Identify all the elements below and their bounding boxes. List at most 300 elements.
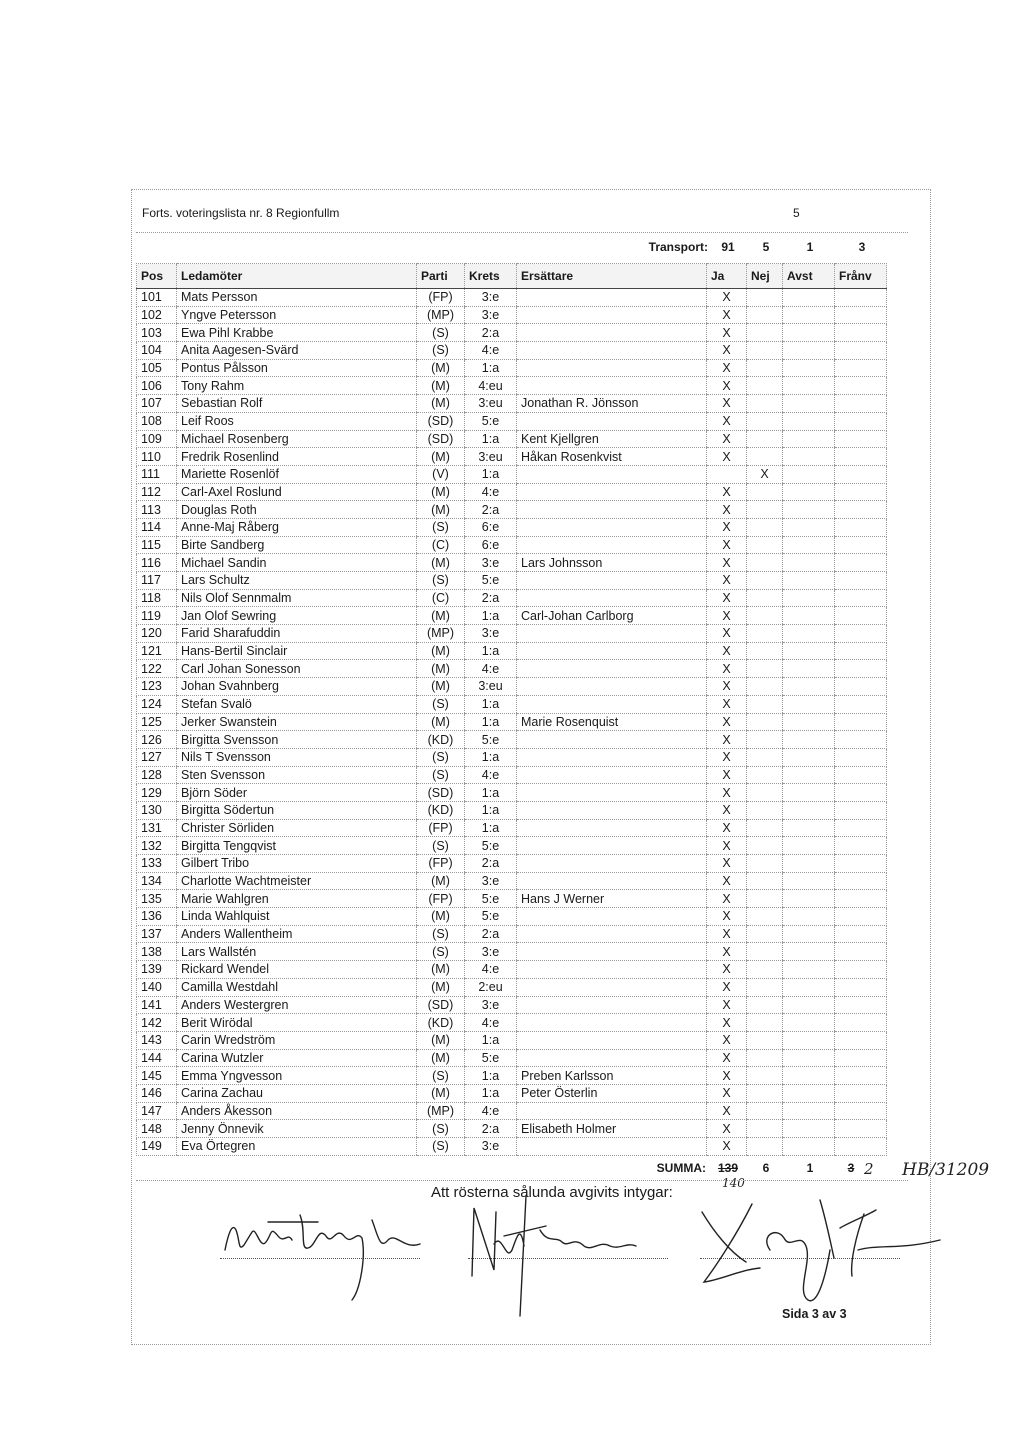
row-krets: 3:e <box>465 872 517 890</box>
row-name: Hans-Bertil Sinclair <box>177 642 417 660</box>
row-party: (SD) <box>417 430 465 448</box>
transport-nej: 5 <box>762 240 770 254</box>
row-nej <box>747 1031 783 1049</box>
row-party: (S) <box>417 748 465 766</box>
table-row <box>137 784 887 802</box>
row-pos: 108 <box>137 412 177 430</box>
row-franv <box>835 766 887 784</box>
summa-ja-corrected: 140 <box>722 1176 745 1190</box>
row-name: Nils Olof Sennmalm <box>177 589 417 607</box>
row-name: Anita Aagesen-Svärd <box>177 342 417 360</box>
row-party: (MP) <box>417 306 465 324</box>
row-party: (S) <box>417 1138 465 1156</box>
row-party: (KD) <box>417 1014 465 1032</box>
row-name: Douglas Roth <box>177 501 417 519</box>
row-franv <box>835 678 887 696</box>
row-name: Stefan Svalö <box>177 695 417 713</box>
table-row <box>137 430 887 448</box>
row-nej <box>747 713 783 731</box>
row-avst <box>783 501 835 519</box>
row-nej <box>747 306 783 324</box>
row-name: Lars Wallstén <box>177 943 417 961</box>
table-row <box>137 554 887 572</box>
row-franv <box>835 483 887 501</box>
row-pos: 126 <box>137 731 177 749</box>
row-krets: 5:e <box>465 890 517 908</box>
row-franv <box>835 412 887 430</box>
row-party: (M) <box>417 961 465 979</box>
row-ja: X <box>707 801 747 819</box>
row-ersattare: Preben Karlsson <box>517 1067 707 1085</box>
transport-label: Transport: <box>648 240 708 254</box>
row-avst <box>783 1120 835 1138</box>
row-ja: X <box>707 306 747 324</box>
row-krets: 3:e <box>465 289 517 307</box>
row-avst <box>783 713 835 731</box>
row-krets: 1:a <box>465 642 517 660</box>
column-header-franv: Frånv <box>835 264 887 289</box>
row-pos: 149 <box>137 1138 177 1156</box>
row-franv <box>835 748 887 766</box>
row-avst <box>783 324 835 342</box>
transport-avst: 1 <box>806 240 814 254</box>
row-party: (S) <box>417 324 465 342</box>
table-row <box>137 377 887 395</box>
row-ja: X <box>707 359 747 377</box>
table-row <box>137 642 887 660</box>
row-avst <box>783 784 835 802</box>
row-franv <box>835 1102 887 1120</box>
row-ja: X <box>707 996 747 1014</box>
table-row <box>137 766 887 784</box>
row-ersattare <box>517 660 707 678</box>
row-ja: X <box>707 518 747 536</box>
row-party: (M) <box>417 872 465 890</box>
row-ja: X <box>707 1084 747 1102</box>
row-pos: 135 <box>137 890 177 908</box>
row-ja: X <box>707 342 747 360</box>
row-ersattare <box>517 465 707 483</box>
page-number-header: 5 <box>793 206 800 220</box>
row-nej <box>747 572 783 590</box>
bottom-rule <box>136 1180 908 1181</box>
row-party: (SD) <box>417 996 465 1014</box>
row-party: (M) <box>417 1031 465 1049</box>
row-party: (FP) <box>417 855 465 873</box>
row-name: Birgitta Svensson <box>177 731 417 749</box>
row-name: Marie Wahlgren <box>177 890 417 908</box>
table-row <box>137 536 887 554</box>
row-party: (M) <box>417 713 465 731</box>
row-pos: 122 <box>137 660 177 678</box>
row-krets: 1:a <box>465 695 517 713</box>
row-ja: X <box>707 1102 747 1120</box>
row-franv <box>835 572 887 590</box>
row-avst <box>783 837 835 855</box>
row-pos: 117 <box>137 572 177 590</box>
table-row <box>137 306 887 324</box>
row-franv <box>835 625 887 643</box>
row-avst <box>783 961 835 979</box>
row-ersattare <box>517 961 707 979</box>
row-nej <box>747 642 783 660</box>
row-krets: 3:eu <box>465 395 517 413</box>
table-row <box>137 395 887 413</box>
row-avst <box>783 872 835 890</box>
row-nej <box>747 695 783 713</box>
row-ja: X <box>707 890 747 908</box>
row-avst <box>783 660 835 678</box>
row-name: Nils T Svensson <box>177 748 417 766</box>
row-nej <box>747 1084 783 1102</box>
row-name: Johan Svahnberg <box>177 678 417 696</box>
row-pos: 128 <box>137 766 177 784</box>
row-nej <box>747 1049 783 1067</box>
table-row <box>137 872 887 890</box>
row-party: (S) <box>417 837 465 855</box>
row-name: Yngve Petersson <box>177 306 417 324</box>
row-ersattare <box>517 695 707 713</box>
row-ja: X <box>707 607 747 625</box>
table-row <box>137 943 887 961</box>
row-pos: 101 <box>137 289 177 307</box>
row-avst <box>783 554 835 572</box>
row-pos: 137 <box>137 925 177 943</box>
table-row <box>137 961 887 979</box>
row-ersattare <box>517 855 707 873</box>
row-ja: X <box>707 536 747 554</box>
row-ja: X <box>707 872 747 890</box>
row-ja: X <box>707 395 747 413</box>
row-krets: 4:e <box>465 483 517 501</box>
row-ersattare <box>517 377 707 395</box>
row-ersattare <box>517 784 707 802</box>
row-krets: 2:a <box>465 925 517 943</box>
row-ja: X <box>707 837 747 855</box>
row-franv <box>835 713 887 731</box>
row-avst <box>783 1014 835 1032</box>
row-party: (M) <box>417 448 465 466</box>
row-krets: 3:e <box>465 625 517 643</box>
row-krets: 3:eu <box>465 678 517 696</box>
row-krets: 1:a <box>465 748 517 766</box>
row-party: (S) <box>417 766 465 784</box>
table-row <box>137 660 887 678</box>
row-ja: X <box>707 1014 747 1032</box>
signature-line-1 <box>220 1258 420 1259</box>
row-krets: 3:e <box>465 1138 517 1156</box>
row-pos: 105 <box>137 359 177 377</box>
row-name: Mariette Rosenlöf <box>177 465 417 483</box>
row-name: Ewa Pihl Krabbe <box>177 324 417 342</box>
row-ersattare <box>517 1031 707 1049</box>
row-ja: X <box>707 978 747 996</box>
column-header-pos: Pos <box>137 264 177 289</box>
row-franv <box>835 324 887 342</box>
row-avst <box>783 978 835 996</box>
row-pos: 130 <box>137 801 177 819</box>
row-pos: 123 <box>137 678 177 696</box>
table-row <box>137 483 887 501</box>
row-avst <box>783 678 835 696</box>
row-krets: 5:e <box>465 837 517 855</box>
row-ja: X <box>707 819 747 837</box>
row-franv <box>835 819 887 837</box>
row-party: (S) <box>417 518 465 536</box>
row-party: (MP) <box>417 625 465 643</box>
row-franv <box>835 1067 887 1085</box>
table-row <box>137 731 887 749</box>
row-nej <box>747 554 783 572</box>
row-ja: X <box>707 324 747 342</box>
row-name: Jenny Önnevik <box>177 1120 417 1138</box>
row-franv <box>835 518 887 536</box>
row-krets: 1:a <box>465 819 517 837</box>
row-pos: 146 <box>137 1084 177 1102</box>
row-ja: X <box>707 695 747 713</box>
row-party: (M) <box>417 501 465 519</box>
row-name: Jerker Swanstein <box>177 713 417 731</box>
row-nej <box>747 908 783 926</box>
table-row <box>137 625 887 643</box>
row-ersattare: Hans J Werner <box>517 890 707 908</box>
row-avst <box>783 908 835 926</box>
table-row <box>137 801 887 819</box>
row-franv <box>835 1014 887 1032</box>
row-ersattare <box>517 625 707 643</box>
row-name: Gilbert Tribo <box>177 855 417 873</box>
row-krets: 3:eu <box>465 448 517 466</box>
row-ja: X <box>707 430 747 448</box>
row-franv <box>835 430 887 448</box>
top-rule <box>136 232 908 233</box>
row-nej <box>747 536 783 554</box>
row-franv <box>835 801 887 819</box>
row-pos: 112 <box>137 483 177 501</box>
row-nej <box>747 430 783 448</box>
row-ersattare <box>517 1049 707 1067</box>
table-row <box>137 359 887 377</box>
row-name: Jan Olof Sewring <box>177 607 417 625</box>
row-pos: 103 <box>137 324 177 342</box>
row-ersattare: Elisabeth Holmer <box>517 1120 707 1138</box>
signature-line-3 <box>700 1258 900 1259</box>
row-avst <box>783 518 835 536</box>
row-name: Mats Persson <box>177 289 417 307</box>
row-ersattare: Jonathan R. Jönsson <box>517 395 707 413</box>
row-pos: 138 <box>137 943 177 961</box>
row-franv <box>835 731 887 749</box>
row-name: Tony Rahm <box>177 377 417 395</box>
row-nej <box>747 961 783 979</box>
row-pos: 140 <box>137 978 177 996</box>
row-party: (M) <box>417 607 465 625</box>
row-krets: 2:a <box>465 324 517 342</box>
row-party: (M) <box>417 1049 465 1067</box>
row-name: Berit Wirödal <box>177 1014 417 1032</box>
row-ersattare <box>517 572 707 590</box>
row-pos: 106 <box>137 377 177 395</box>
row-party: (C) <box>417 536 465 554</box>
row-pos: 109 <box>137 430 177 448</box>
row-avst <box>783 448 835 466</box>
row-ja: X <box>707 748 747 766</box>
row-franv <box>835 695 887 713</box>
row-nej <box>747 1138 783 1156</box>
row-ja: X <box>707 501 747 519</box>
row-franv <box>835 784 887 802</box>
row-franv <box>835 925 887 943</box>
row-party: (M) <box>417 908 465 926</box>
row-nej <box>747 819 783 837</box>
row-avst <box>783 377 835 395</box>
row-nej <box>747 589 783 607</box>
table-row <box>137 1120 887 1138</box>
row-ja: X <box>707 572 747 590</box>
row-nej <box>747 625 783 643</box>
row-pos: 148 <box>137 1120 177 1138</box>
row-name: Sten Svensson <box>177 766 417 784</box>
row-party: (M) <box>417 377 465 395</box>
column-header-ersattare: Ersättare <box>517 264 707 289</box>
row-nej <box>747 518 783 536</box>
summa-franv: 3 <box>847 1161 855 1175</box>
row-party: (C) <box>417 589 465 607</box>
row-party: (M) <box>417 483 465 501</box>
row-ersattare <box>517 642 707 660</box>
row-krets: 1:a <box>465 607 517 625</box>
row-ersattare <box>517 748 707 766</box>
row-avst <box>783 748 835 766</box>
row-nej <box>747 837 783 855</box>
column-header-ja: Ja <box>707 264 747 289</box>
table-row <box>137 448 887 466</box>
transport-franv: 3 <box>858 240 866 254</box>
row-ersattare <box>517 1138 707 1156</box>
row-krets: 4:e <box>465 342 517 360</box>
attestation-text: Att rösterna sålunda avgivits intygar: <box>431 1184 673 1201</box>
row-avst <box>783 465 835 483</box>
table-row <box>137 465 887 483</box>
row-name: Birte Sandberg <box>177 536 417 554</box>
row-nej <box>747 660 783 678</box>
row-party: (M) <box>417 1084 465 1102</box>
row-ersattare <box>517 589 707 607</box>
row-nej <box>747 784 783 802</box>
summa-label: SUMMA: <box>656 1161 706 1175</box>
row-avst <box>783 1138 835 1156</box>
row-ersattare <box>517 678 707 696</box>
row-ersattare: Marie Rosenquist <box>517 713 707 731</box>
row-krets: 4:e <box>465 660 517 678</box>
row-ersattare <box>517 837 707 855</box>
table-row <box>137 589 887 607</box>
row-ersattare: Lars Johnsson <box>517 554 707 572</box>
row-ersattare <box>517 518 707 536</box>
table-row <box>137 1049 887 1067</box>
row-party: (S) <box>417 572 465 590</box>
row-krets: 1:a <box>465 465 517 483</box>
row-krets: 2:a <box>465 1120 517 1138</box>
row-ersattare <box>517 1014 707 1032</box>
row-pos: 132 <box>137 837 177 855</box>
row-krets: 1:a <box>465 784 517 802</box>
row-ersattare: Peter Österlin <box>517 1084 707 1102</box>
row-ja: X <box>707 855 747 873</box>
row-ja: X <box>707 925 747 943</box>
page-indicator: Sida 3 av 3 <box>782 1307 847 1321</box>
row-franv <box>835 554 887 572</box>
row-ja: X <box>707 961 747 979</box>
row-ersattare <box>517 766 707 784</box>
summa-avst: 1 <box>806 1161 814 1175</box>
row-name: Leif Roos <box>177 412 417 430</box>
row-nej <box>747 501 783 519</box>
row-franv <box>835 1031 887 1049</box>
row-franv <box>835 1049 887 1067</box>
row-avst <box>783 1067 835 1085</box>
row-ja: X <box>707 1049 747 1067</box>
row-ja: X <box>707 908 747 926</box>
row-ersattare <box>517 536 707 554</box>
row-franv <box>835 465 887 483</box>
row-party: (FP) <box>417 819 465 837</box>
row-nej <box>747 395 783 413</box>
column-header-avst: Avst <box>783 264 835 289</box>
row-avst <box>783 412 835 430</box>
row-pos: 142 <box>137 1014 177 1032</box>
row-ersattare <box>517 483 707 501</box>
row-nej <box>747 1120 783 1138</box>
row-nej <box>747 925 783 943</box>
row-krets: 1:a <box>465 1031 517 1049</box>
row-franv <box>835 342 887 360</box>
row-krets: 6:e <box>465 536 517 554</box>
row-krets: 3:e <box>465 943 517 961</box>
table-row <box>137 819 887 837</box>
row-ersattare <box>517 324 707 342</box>
table-row <box>137 908 887 926</box>
row-avst <box>783 766 835 784</box>
row-nej <box>747 731 783 749</box>
row-name: Pontus Pålsson <box>177 359 417 377</box>
row-krets: 4:e <box>465 1014 517 1032</box>
row-krets: 2:a <box>465 501 517 519</box>
row-franv <box>835 306 887 324</box>
row-franv <box>835 377 887 395</box>
row-party: (M) <box>417 554 465 572</box>
row-ersattare <box>517 996 707 1014</box>
row-krets: 5:e <box>465 1049 517 1067</box>
table-row <box>137 855 887 873</box>
row-pos: 139 <box>137 961 177 979</box>
row-nej <box>747 943 783 961</box>
row-avst <box>783 943 835 961</box>
row-name: Michael Rosenberg <box>177 430 417 448</box>
row-party: (S) <box>417 925 465 943</box>
row-ersattare <box>517 412 707 430</box>
row-avst <box>783 1102 835 1120</box>
table-row <box>137 1031 887 1049</box>
row-krets: 4:eu <box>465 377 517 395</box>
row-nej <box>747 996 783 1014</box>
row-pos: 104 <box>137 342 177 360</box>
row-party: (M) <box>417 660 465 678</box>
table-row <box>137 342 887 360</box>
table-row <box>137 1138 887 1156</box>
row-ja: X <box>707 483 747 501</box>
row-name: Eva Örtegren <box>177 1138 417 1156</box>
